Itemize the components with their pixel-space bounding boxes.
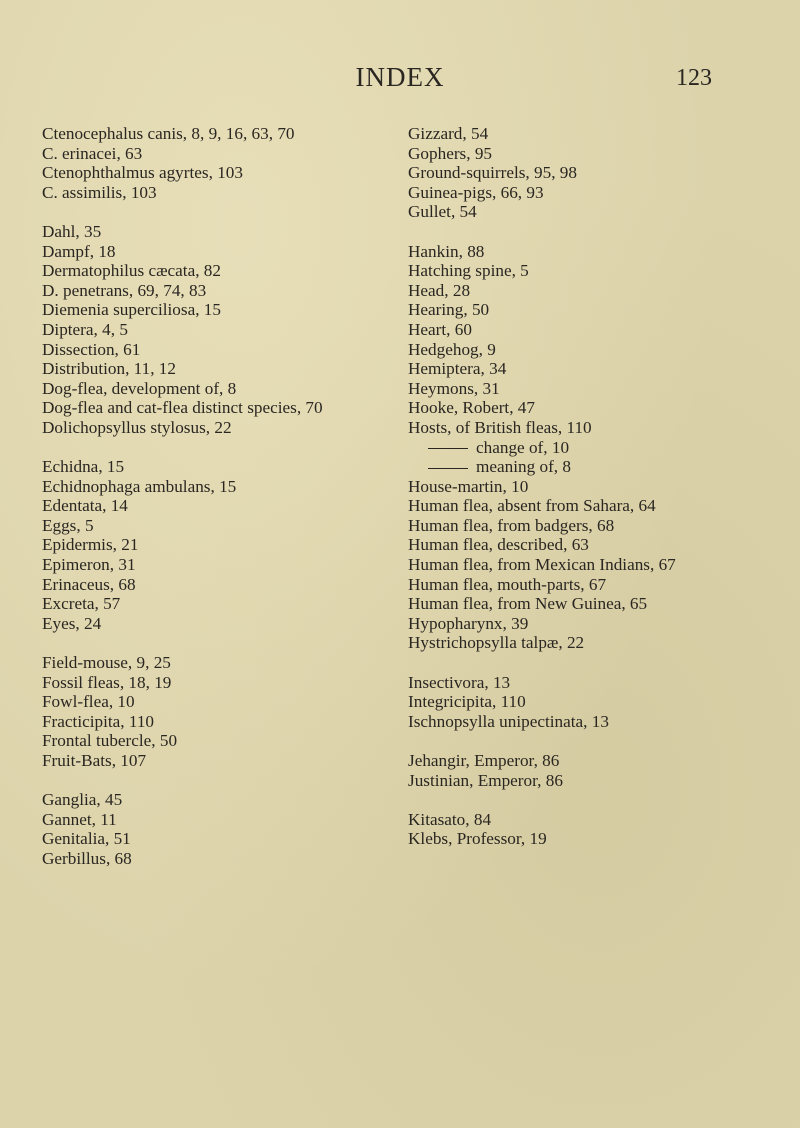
index-entry-text: Eggs, 5	[42, 515, 94, 535]
index-entry	[408, 300, 748, 320]
index-entry	[408, 144, 748, 164]
index-entry-text: Human flea, described, 63	[408, 535, 589, 555]
index-entry-text: Hatching spine, 5	[408, 261, 529, 281]
index-entry	[42, 418, 382, 438]
index-entry	[408, 242, 748, 262]
index-entry-text: Hankin, 88	[408, 241, 485, 261]
index-entry-text: change of, 10	[476, 437, 570, 457]
index-entry	[42, 594, 382, 614]
page-header	[0, 62, 800, 98]
index-entry-text: Hedgehog, 9	[408, 339, 496, 359]
index-entry-text: Ganglia, 45	[42, 790, 123, 810]
index-entry-text: Human flea, from Mexican Indians, 67	[408, 555, 676, 575]
index-entry	[42, 124, 382, 144]
index-entry-text: Dermatophilus cæcata, 82	[42, 261, 221, 281]
index-entry-text: Human flea, absent from Sahara, 64	[408, 496, 656, 516]
index-entry-text: Erinaceus, 68	[42, 574, 136, 594]
index-entry	[42, 673, 382, 693]
index-entry-text: Integricipita, 110	[408, 692, 526, 712]
index-letter-group	[42, 124, 382, 202]
index-entry-text: Dampf, 18	[42, 241, 116, 261]
index-entry-text: Diemenia superciliosa, 15	[42, 300, 221, 320]
index-entry	[408, 810, 748, 830]
index-entry-text: Hypopharynx, 39	[408, 613, 529, 633]
index-entry	[408, 202, 748, 222]
page-title: INDEX	[355, 62, 445, 92]
index-entry-text: Ground-squirrels, 95, 98	[408, 163, 577, 183]
index-entry-text: Excreta, 57	[42, 594, 121, 614]
index-entry	[408, 379, 748, 399]
index-entry	[42, 379, 382, 399]
index-entry-text: Hystrichopsylla talpæ, 22	[408, 633, 585, 653]
index-letter-group	[408, 673, 748, 732]
index-entry-text: Jehangir, Emperor, 86	[408, 751, 560, 770]
ditto-dash	[428, 468, 468, 469]
index-entry	[408, 183, 748, 203]
index-entry-text: Genitalia, 51	[42, 829, 131, 849]
index-entry	[408, 124, 748, 144]
index-entry	[42, 281, 382, 301]
index-entry-text: Dissection, 61	[42, 339, 141, 359]
index-entry-text: Guinea-pigs, 66, 93	[408, 182, 544, 202]
index-entry-text: Distribution, 11, 12	[42, 359, 176, 379]
index-entry-text: Echidnophaga ambulans, 15	[42, 476, 237, 496]
index-entry-text: Epidermis, 21	[42, 535, 139, 555]
index-entry	[42, 300, 382, 320]
index-letter-group	[408, 124, 748, 222]
index-entry	[408, 398, 748, 418]
index-entry-text: Kitasato, 84	[408, 809, 492, 829]
index-entry	[42, 516, 382, 536]
index-entry	[42, 712, 382, 732]
index-entry-text: House-martin, 10	[408, 476, 529, 496]
index-entry	[42, 751, 382, 771]
index-entry-text: C. erinacei, 63	[42, 143, 143, 163]
index-entry-text: Eyes, 24	[42, 613, 102, 633]
index-entry	[408, 575, 748, 595]
index-letter-group	[408, 242, 748, 653]
index-entry-text: Dahl, 35	[42, 221, 102, 241]
index-entry-text: Insectivora, 13	[408, 672, 511, 692]
index-entry-text: Gerbillus, 68	[42, 848, 132, 868]
index-entry	[408, 163, 748, 183]
index-entry-text: Epimeron, 31	[42, 555, 136, 575]
index-entry-text: Gophers, 95	[408, 143, 493, 163]
index-entry-text: Field-mouse, 9, 25	[42, 653, 171, 673]
index-entry	[408, 692, 748, 712]
index-entry	[42, 222, 382, 242]
index-entry-text: D. penetrans, 69, 74, 83	[42, 280, 207, 300]
index-entry-text: Hooke, Robert, 47	[408, 398, 535, 418]
index-entry	[42, 183, 382, 203]
index-entry	[408, 477, 748, 497]
index-entry	[42, 829, 382, 849]
index-letter-group	[42, 222, 382, 438]
index-entry-text: Diptera, 4, 5	[42, 319, 128, 339]
index-entry-text: Dolichopsyllus stylosus, 22	[42, 417, 232, 437]
index-entry-text: Dog-flea and cat-flea distinct species, 70	[42, 398, 323, 418]
index-entry	[42, 575, 382, 595]
index-entry	[42, 398, 382, 418]
index-entry	[42, 320, 382, 340]
index-entry	[42, 555, 382, 575]
index-entry	[42, 790, 382, 810]
index-entry-text: Ctenophthalmus agyrtes, 103	[42, 163, 243, 183]
index-letter-group	[42, 457, 382, 633]
index-letter-group	[408, 810, 748, 849]
index-entry	[408, 673, 748, 693]
index-entry	[408, 281, 748, 301]
index-letter-group	[408, 751, 748, 790]
index-entry	[408, 771, 748, 791]
index-entry-text: Frontal tubercle, 50	[42, 731, 178, 751]
index-entry-text: C. assimilis, 103	[42, 182, 157, 202]
index-column-right	[408, 124, 748, 869]
index-letter-group	[42, 653, 382, 771]
index-entry	[42, 535, 382, 555]
index-entry	[408, 633, 748, 653]
index-entry-text: Heart, 60	[408, 319, 472, 339]
index-entry	[42, 653, 382, 673]
index-entry-text: Head, 28	[408, 280, 471, 300]
index-entry	[408, 614, 748, 634]
index-entry	[408, 340, 748, 360]
index-entry	[408, 829, 748, 849]
index-entry-text: Fruit-Bats, 107	[42, 751, 147, 770]
index-entry-text: Hearing, 50	[408, 300, 490, 320]
index-entry	[42, 496, 382, 516]
index-entry	[408, 535, 748, 555]
index-entry-text: Dog-flea, development of, 8	[42, 378, 237, 398]
index-entry	[42, 731, 382, 751]
page-number: 123	[676, 65, 712, 91]
index-entry	[408, 751, 748, 771]
index-entry-text: Ctenocephalus canis, 8, 9, 16, 63, 70	[42, 124, 295, 143]
index-entry-text: meaning of, 8	[476, 457, 571, 477]
index-entry	[42, 692, 382, 712]
index-subentry	[408, 457, 748, 477]
index-entry	[408, 516, 748, 536]
index-entry-text: Human flea, from badgers, 68	[408, 515, 615, 535]
index-entry-text: Hosts, of British fleas, 110	[408, 417, 592, 437]
index-entry-text: Edentata, 14	[42, 496, 128, 516]
index-entry	[408, 320, 748, 340]
index-entry	[42, 614, 382, 634]
index-entry-text: Human flea, from New Guinea, 65	[408, 594, 648, 614]
index-entry	[408, 261, 748, 281]
index-letter-group	[42, 790, 382, 868]
index-entry	[42, 242, 382, 262]
index-entry	[42, 849, 382, 869]
index-entry	[408, 418, 748, 438]
index-entry-text: Ischnopsylla unipectinata, 13	[408, 711, 609, 731]
index-entry	[408, 359, 748, 379]
index-subentry	[408, 438, 748, 458]
index-entry	[42, 457, 382, 477]
index-entry	[42, 261, 382, 281]
index-entry	[42, 144, 382, 164]
index-entry	[408, 555, 748, 575]
index-entry	[42, 340, 382, 360]
index-entry-text: Gannet, 11	[42, 809, 117, 829]
index-entry	[408, 712, 748, 732]
index-entry	[42, 810, 382, 830]
index-entry-text: Klebs, Professor, 19	[408, 829, 547, 849]
index-column-left	[42, 124, 382, 888]
index-entry-text: Gullet, 54	[408, 202, 477, 222]
index-entry-text: Fossil fleas, 18, 19	[42, 672, 172, 692]
index-entry-text: Gizzard, 54	[408, 124, 489, 143]
index-entry	[42, 359, 382, 379]
index-entry-text: Hemiptera, 34	[408, 359, 507, 379]
index-entry-text: Fracticipita, 110	[42, 711, 155, 731]
index-entry-text: Justinian, Emperor, 86	[408, 770, 563, 790]
index-entry-text: Fowl-flea, 10	[42, 692, 135, 712]
index-entry	[408, 496, 748, 516]
index-entry	[42, 163, 382, 183]
ditto-dash	[428, 448, 468, 449]
index-entry	[408, 594, 748, 614]
index-entry-text: Heymons, 31	[408, 378, 500, 398]
index-entry-text: Human flea, mouth-parts, 67	[408, 574, 607, 594]
index-entry	[42, 477, 382, 497]
index-entry-text: Echidna, 15	[42, 457, 125, 477]
